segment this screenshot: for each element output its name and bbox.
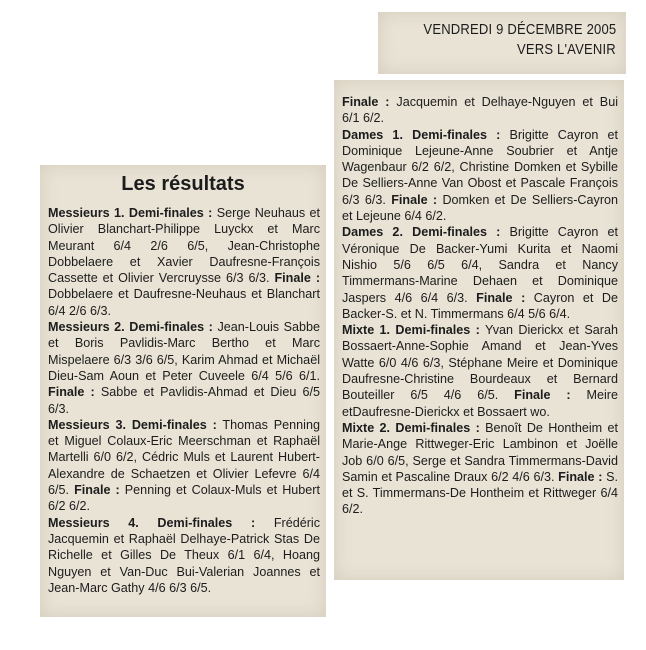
final-results: Penning et Colaux-Muls et Hubert 6/2 6/2.	[48, 483, 321, 514]
final-label: Finale :	[476, 290, 526, 305]
final-label: Finale :	[74, 483, 120, 498]
semifinal-results: Brigitte Cayron et Dominique Lejeune-Anne Soubrier et Antje Wagenbaur 6/2 6/2, Christine Domken et Sybille De Selliers-Anne Van Obost et Pascale François 6/3 6/3.	[342, 127, 619, 207]
category-label: Mixte 2.	[342, 420, 391, 435]
category-label: Mixte 1.	[342, 323, 391, 338]
publication-date: VENDREDI 9 DÉCEMBRE 2005	[423, 22, 616, 38]
semifinal-label: Demi-finales :	[412, 127, 501, 142]
semifinal-label: Demi-finales :	[395, 323, 480, 338]
newspaper-header-clipping	[378, 12, 626, 74]
result-entry	[342, 127, 618, 225]
result-entry	[48, 319, 320, 417]
result-entry	[48, 417, 320, 515]
final-label: Finale :	[514, 388, 571, 403]
result-entry	[342, 420, 618, 518]
semifinal-label: Demi-finales :	[157, 515, 256, 530]
semifinal-results: Benoît De Hontheim et Marie-Ange Rittweger-Eric Lambinon et Joëlle Job 6/0 6/5, Serge et Sandra Timmermans-David Samin et Pascaline Draux 6/2 4/6 6/3.	[342, 420, 618, 484]
final-results: Dobbelaere et Daufresne-Neuhaus et Blanchart 6/4 2/6 6/3.	[48, 287, 320, 318]
final-results: Domken et De Selliers-Cayron et Lejeune 6/4 6/2.	[342, 192, 619, 224]
final-results: Jacquemin et Delhaye-Nguyen et Bui 6/1 6/2.	[342, 95, 618, 126]
article-title: Les résultats	[121, 173, 245, 195]
semifinal-label: Demi-finales :	[412, 225, 501, 240]
final-label: Finale :	[391, 192, 438, 207]
result-entry	[342, 224, 618, 322]
final-label: Finale :	[558, 469, 603, 484]
left-column-text	[48, 205, 320, 596]
category-label: Dames 1.	[342, 127, 403, 142]
semifinal-label: Demi-finales :	[128, 206, 213, 220]
semifinal-label: Demi-finales :	[131, 417, 217, 432]
semifinal-label: Demi-finales :	[129, 320, 213, 335]
final-results: Sabbe et Pavlidis-Ahmad et Dieu 6/5 6/3.	[48, 385, 320, 416]
final-label: Finale :	[48, 385, 95, 400]
final-results: S. et S. Timmermans-De Hontheim et Rittweger 6/4 6/2.	[342, 469, 619, 517]
final-label: Finale :	[274, 271, 321, 286]
result-entry	[48, 205, 320, 319]
category-label: Messieurs 3.	[48, 417, 126, 432]
semifinal-results: Serge Neuhaus et Olivier Blanchart-Philippe Luyckx et Marc Meurant 6/4 2/6 6/5, Jean-Christophe Dobbelaere et Xavier Daufresne-François Cassette et Olivier Vercruysse 6/3 6/3.	[48, 206, 321, 286]
result-entry	[342, 94, 618, 127]
semifinal-results: Jean-Louis Sabbe et Boris Pavlidis-Marc Bertho et Marc Mispelaere 6/3 3/6 6/5, Karim Ahmad et Michaël Dieu-Sam Aoun et Peter Cuveele 6/4 5/6 6/1.	[48, 320, 321, 383]
final-results: Meire etDaufresne-Dierickx et Bossaert wo.	[342, 388, 619, 419]
semifinal-results: Thomas Penning et Miguel Colaux-Eric Meerschman et Raphaël Martelli 6/0 6/2, Cédric Muls et Laurent Hubert-Alexandre de Schaetzen et Olivier Lefevre 6/4 6/5.	[48, 417, 320, 498]
right-column-text	[342, 94, 618, 518]
semifinal-label: Demi-finales :	[395, 420, 480, 435]
category-label: Messieurs 2.	[48, 320, 125, 335]
newspaper-name: VERS L'AVENIR	[517, 42, 616, 58]
results-right-column-clipping	[334, 80, 624, 580]
result-entry	[48, 515, 320, 596]
semifinal-results: Brigitte Cayron et Véronique De Backer-Yumi Kurita et Naomi Nishio 5/6 6/5 6/4, Sandra et Nancy Timmermans-Marine Dehaen et Dominique Jaspers 4/6 6/4 6/3.	[342, 225, 619, 305]
category-label: Dames 2.	[342, 225, 403, 240]
final-results: Cayron et De Backer-S. et N. Timmermans 6/4 5/6 6/4.	[342, 290, 619, 321]
result-entry	[342, 322, 618, 420]
results-left-column-clipping	[40, 165, 326, 617]
final-label: Finale :	[342, 95, 390, 109]
category-label: Messieurs 4.	[48, 515, 139, 530]
semifinal-results: Yvan Dierickx et Sarah Bossaert-Anne-Sophie Amand et Jean-Yves Watte 6/0 4/6 6/3, Stéphane Meire et Dominique Daufresne-Christine Bourdeaux et Bernard Bouteiller 6/5 4/6 6/5.	[342, 323, 618, 403]
category-label: Messieurs 1.	[48, 206, 125, 220]
semifinal-results: Frédéric Jacquemin et Raphaël Delhaye-Patrick Stas De Richelle et Gilles De Theux 6/1 6/4, Hoang Nguyen et Van-Duc Bui-Valerian Joannes et Jean-Marc Gathy 4/6 6/3 6/5.	[48, 515, 320, 595]
